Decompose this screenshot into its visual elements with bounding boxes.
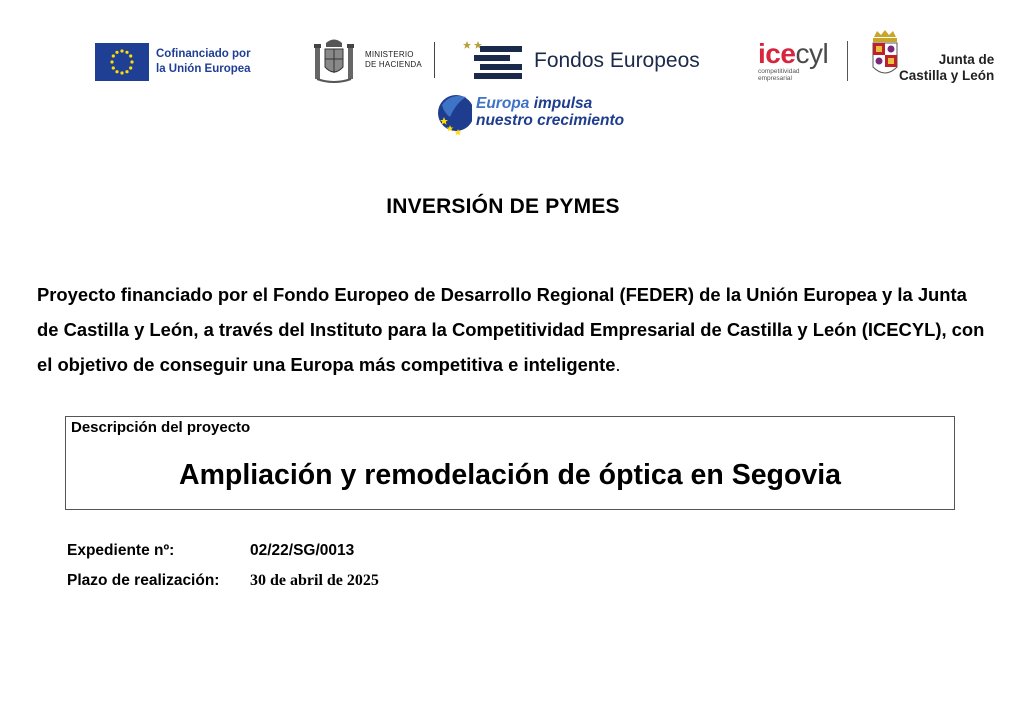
funding-paragraph-end: . xyxy=(615,354,621,375)
eu-logo-line2: la Unión Europea xyxy=(156,63,251,75)
ministerio-line1: MINISTERIO xyxy=(365,50,414,59)
junta-castilla-leon-logo xyxy=(869,29,994,85)
fondos-europeos-logo xyxy=(462,40,700,82)
project-description-box xyxy=(65,416,955,510)
funding-paragraph-text: Proyecto financiado por el Fondo Europeo de Desarrollo Regional (FEDER) de la Unión Europea y la Junta de Castilla y León, a través del Instituto para la Competitividad Empresarial de Castilla y León (ICECYL), con el objetivo de conseguir una Europa más competitiva e inteligente xyxy=(37,284,985,375)
impulsa-word: impulsa xyxy=(533,95,593,112)
expediente-label: Expediente nº: xyxy=(67,542,175,559)
ice-mark-a: ic xyxy=(758,38,781,69)
castilla-leon-shield-icon xyxy=(869,29,901,85)
coat-of-arms-icon xyxy=(311,35,357,85)
description-label: Descripción del proyecto xyxy=(71,419,251,436)
logo-divider xyxy=(434,42,435,78)
europa-line2: nuestro crecimiento xyxy=(476,112,625,129)
plazo-label: Plazo de realización: xyxy=(67,572,220,589)
ice-sub1: competitividad xyxy=(758,68,800,75)
eu-cofinanciado-logo xyxy=(95,43,251,81)
eu-logo-line1: Cofinanciado por xyxy=(156,48,251,60)
plazo-row xyxy=(67,572,379,590)
ice-mark-b: e xyxy=(780,38,796,69)
page-title: INVERSIÓN DE PYMES xyxy=(386,195,620,218)
ministerio-hacienda-logo xyxy=(311,35,435,85)
logo-divider-2 xyxy=(847,41,848,81)
expediente-row xyxy=(67,542,355,560)
europa-impulsa-logo xyxy=(436,87,624,137)
funding-paragraph xyxy=(37,277,987,382)
junta-line2: Castilla y León xyxy=(899,68,995,83)
expediente-value: 02/22/SG/0013 xyxy=(250,542,355,559)
ice-mark-c: cyl xyxy=(795,38,829,69)
fondos-europeos-label: Fondos Europeos xyxy=(534,49,700,72)
plazo-value: 30 de abril de 2025 xyxy=(250,572,379,589)
europa-globe-icon xyxy=(436,87,472,137)
ministerio-line2: DE HACIENDA xyxy=(365,60,422,69)
project-description: Ampliación y remodelación de óptica en Segovia xyxy=(178,459,841,491)
junta-line1: Junta de xyxy=(938,52,995,67)
fondos-europeos-icon xyxy=(462,40,524,82)
europa-word: Europa xyxy=(476,95,530,112)
icecyl-logo xyxy=(758,40,828,82)
eu-flag-icon xyxy=(95,43,149,81)
ice-sub2: empresarial xyxy=(758,75,792,82)
